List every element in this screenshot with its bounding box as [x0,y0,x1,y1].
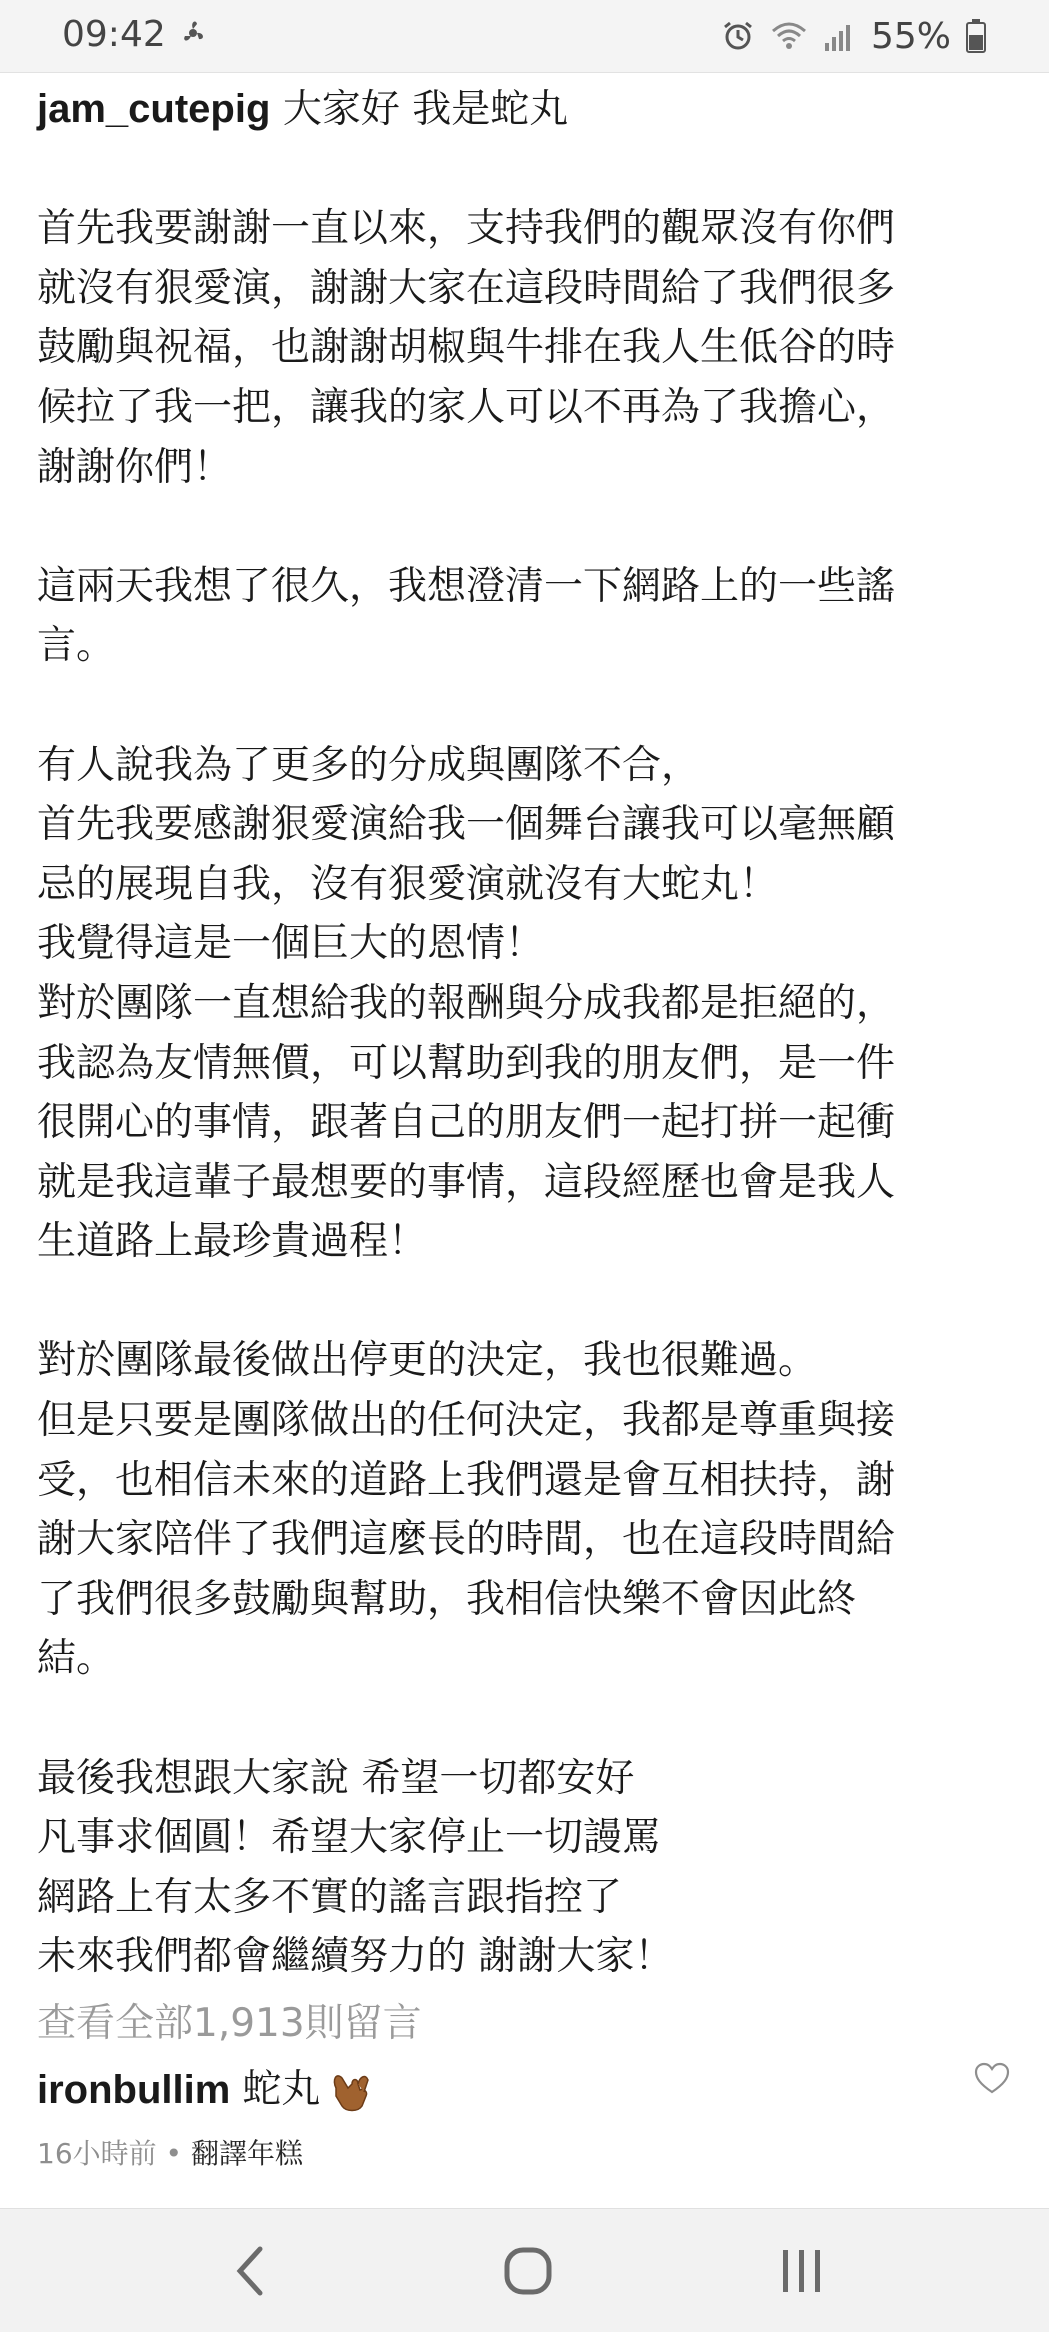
comment-username[interactable]: ironbullim [37,2068,231,2112]
caption-line: 對於團隊最後做出停更的決定，我也很難過。 [37,1338,818,1384]
comment-text: 蛇丸 [242,2067,321,2112]
back-button[interactable] [180,2209,320,2332]
caption-line: 對於團隊一直想給我的報酬與分成我都是拒絕的， [37,980,896,1026]
caption-line: 最後我想跟大家說 希望一切都安好 [37,1755,635,1801]
comment-meta [37,2134,303,2174]
caption-line: 鼓勵與祝福，也謝謝胡椒與牛排在我人生低谷的時 [37,325,896,371]
post-caption [37,80,1017,1987]
paragraph-4 [37,1331,1017,1689]
caption-line: 謝謝你們！ [37,444,233,490]
paragraph-2 [37,557,1017,676]
recents-icon [779,2246,825,2296]
like-heart-icon[interactable] [974,2062,1010,2096]
caption-line: 我認為友情無價，可以幫助到我的朋友們，是一件 [37,1040,896,1086]
caption-line: 網路上有太多不實的謠言跟指控了 [37,1874,623,1920]
caption-line: 很開心的事情，跟著自己的朋友們一起打拼一起衝 [37,1100,896,1146]
status-bar [0,0,1049,73]
caption-line: 忌的展現自我，沒有狠愛演就沒有大蛇丸！ [37,861,779,907]
recents-button[interactable] [732,2209,872,2332]
comment-time: 16小時前 [37,2137,157,2170]
paragraph-1 [37,199,1017,497]
wifi-icon [769,19,809,53]
caption-line: 就是我這輩子最想要的事情，這段經歷也會是我人 [37,1159,896,1205]
fan-notification-icon [176,16,210,50]
caption-line: 言。 [37,623,116,669]
shaka-hand-emoji-icon [328,2066,372,2114]
post-username[interactable]: jam_cutepig [37,87,271,131]
alarm-icon [721,19,755,53]
home-icon [502,2245,554,2297]
battery-percent: 55% [870,15,951,57]
view-all-comments-link[interactable]: 查看全部1,913則留言 [37,2001,422,2046]
navigation-bar [0,2208,1049,2332]
caption-line: 生道路上最珍貴過程！ [37,1219,428,1265]
caption-line: 但是只要是團隊做出的任何決定，我都是尊重與接 [37,1398,896,1444]
status-icons [721,14,987,58]
caption-line: 候拉了我一把，讓我的家人可以不再為了我擔心， [37,384,896,430]
caption-line: 首先我要感謝狠愛演給我一個舞台讓我可以毫無顧 [37,802,896,848]
meta-separator: • [165,2137,183,2170]
back-chevron-icon [230,2243,270,2299]
status-time: 09:42 [62,14,166,55]
paragraph-3 [37,736,1017,1272]
home-button[interactable] [458,2209,598,2332]
caption-line: 我覺得這是一個巨大的恩情！ [37,921,545,967]
translate-link[interactable]: 翻譯年糕 [190,2137,303,2170]
caption-line: 首先我要謝謝一直以來，支持我們的觀眾沒有你們 [37,206,896,252]
caption-line: 了我們很多鼓勵與幫助，我相信快樂不會因此終 [37,1576,857,1622]
battery-icon [965,18,987,54]
caption-line: 未來我們都會繼續努力的 謝謝大家！ [37,1934,674,1980]
caption-greeting: 大家好 我是蛇丸 [282,87,569,132]
signal-icon [823,19,857,53]
caption-line: 謝大家陪伴了我們這麼長的時間，也在這段時間給 [37,1517,896,1563]
caption-line: 結。 [37,1636,116,1682]
caption-first-line [37,80,1017,140]
caption-line: 有人說我為了更多的分成與團隊不合， [37,742,701,788]
comment-row [37,2060,372,2120]
caption-line: 受，也相信未來的道路上我們還是會互相扶持，謝 [37,1457,896,1503]
caption-line: 這兩天我想了很久，我想澄清一下網路上的一些謠 [37,563,896,609]
caption-line: 凡事求個圓！希望大家停止一切謾罵 [37,1815,662,1861]
paragraph-5 [37,1749,1017,1987]
caption-line: 就沒有狠愛演，謝謝大家在這段時間給了我們很多 [37,265,896,311]
